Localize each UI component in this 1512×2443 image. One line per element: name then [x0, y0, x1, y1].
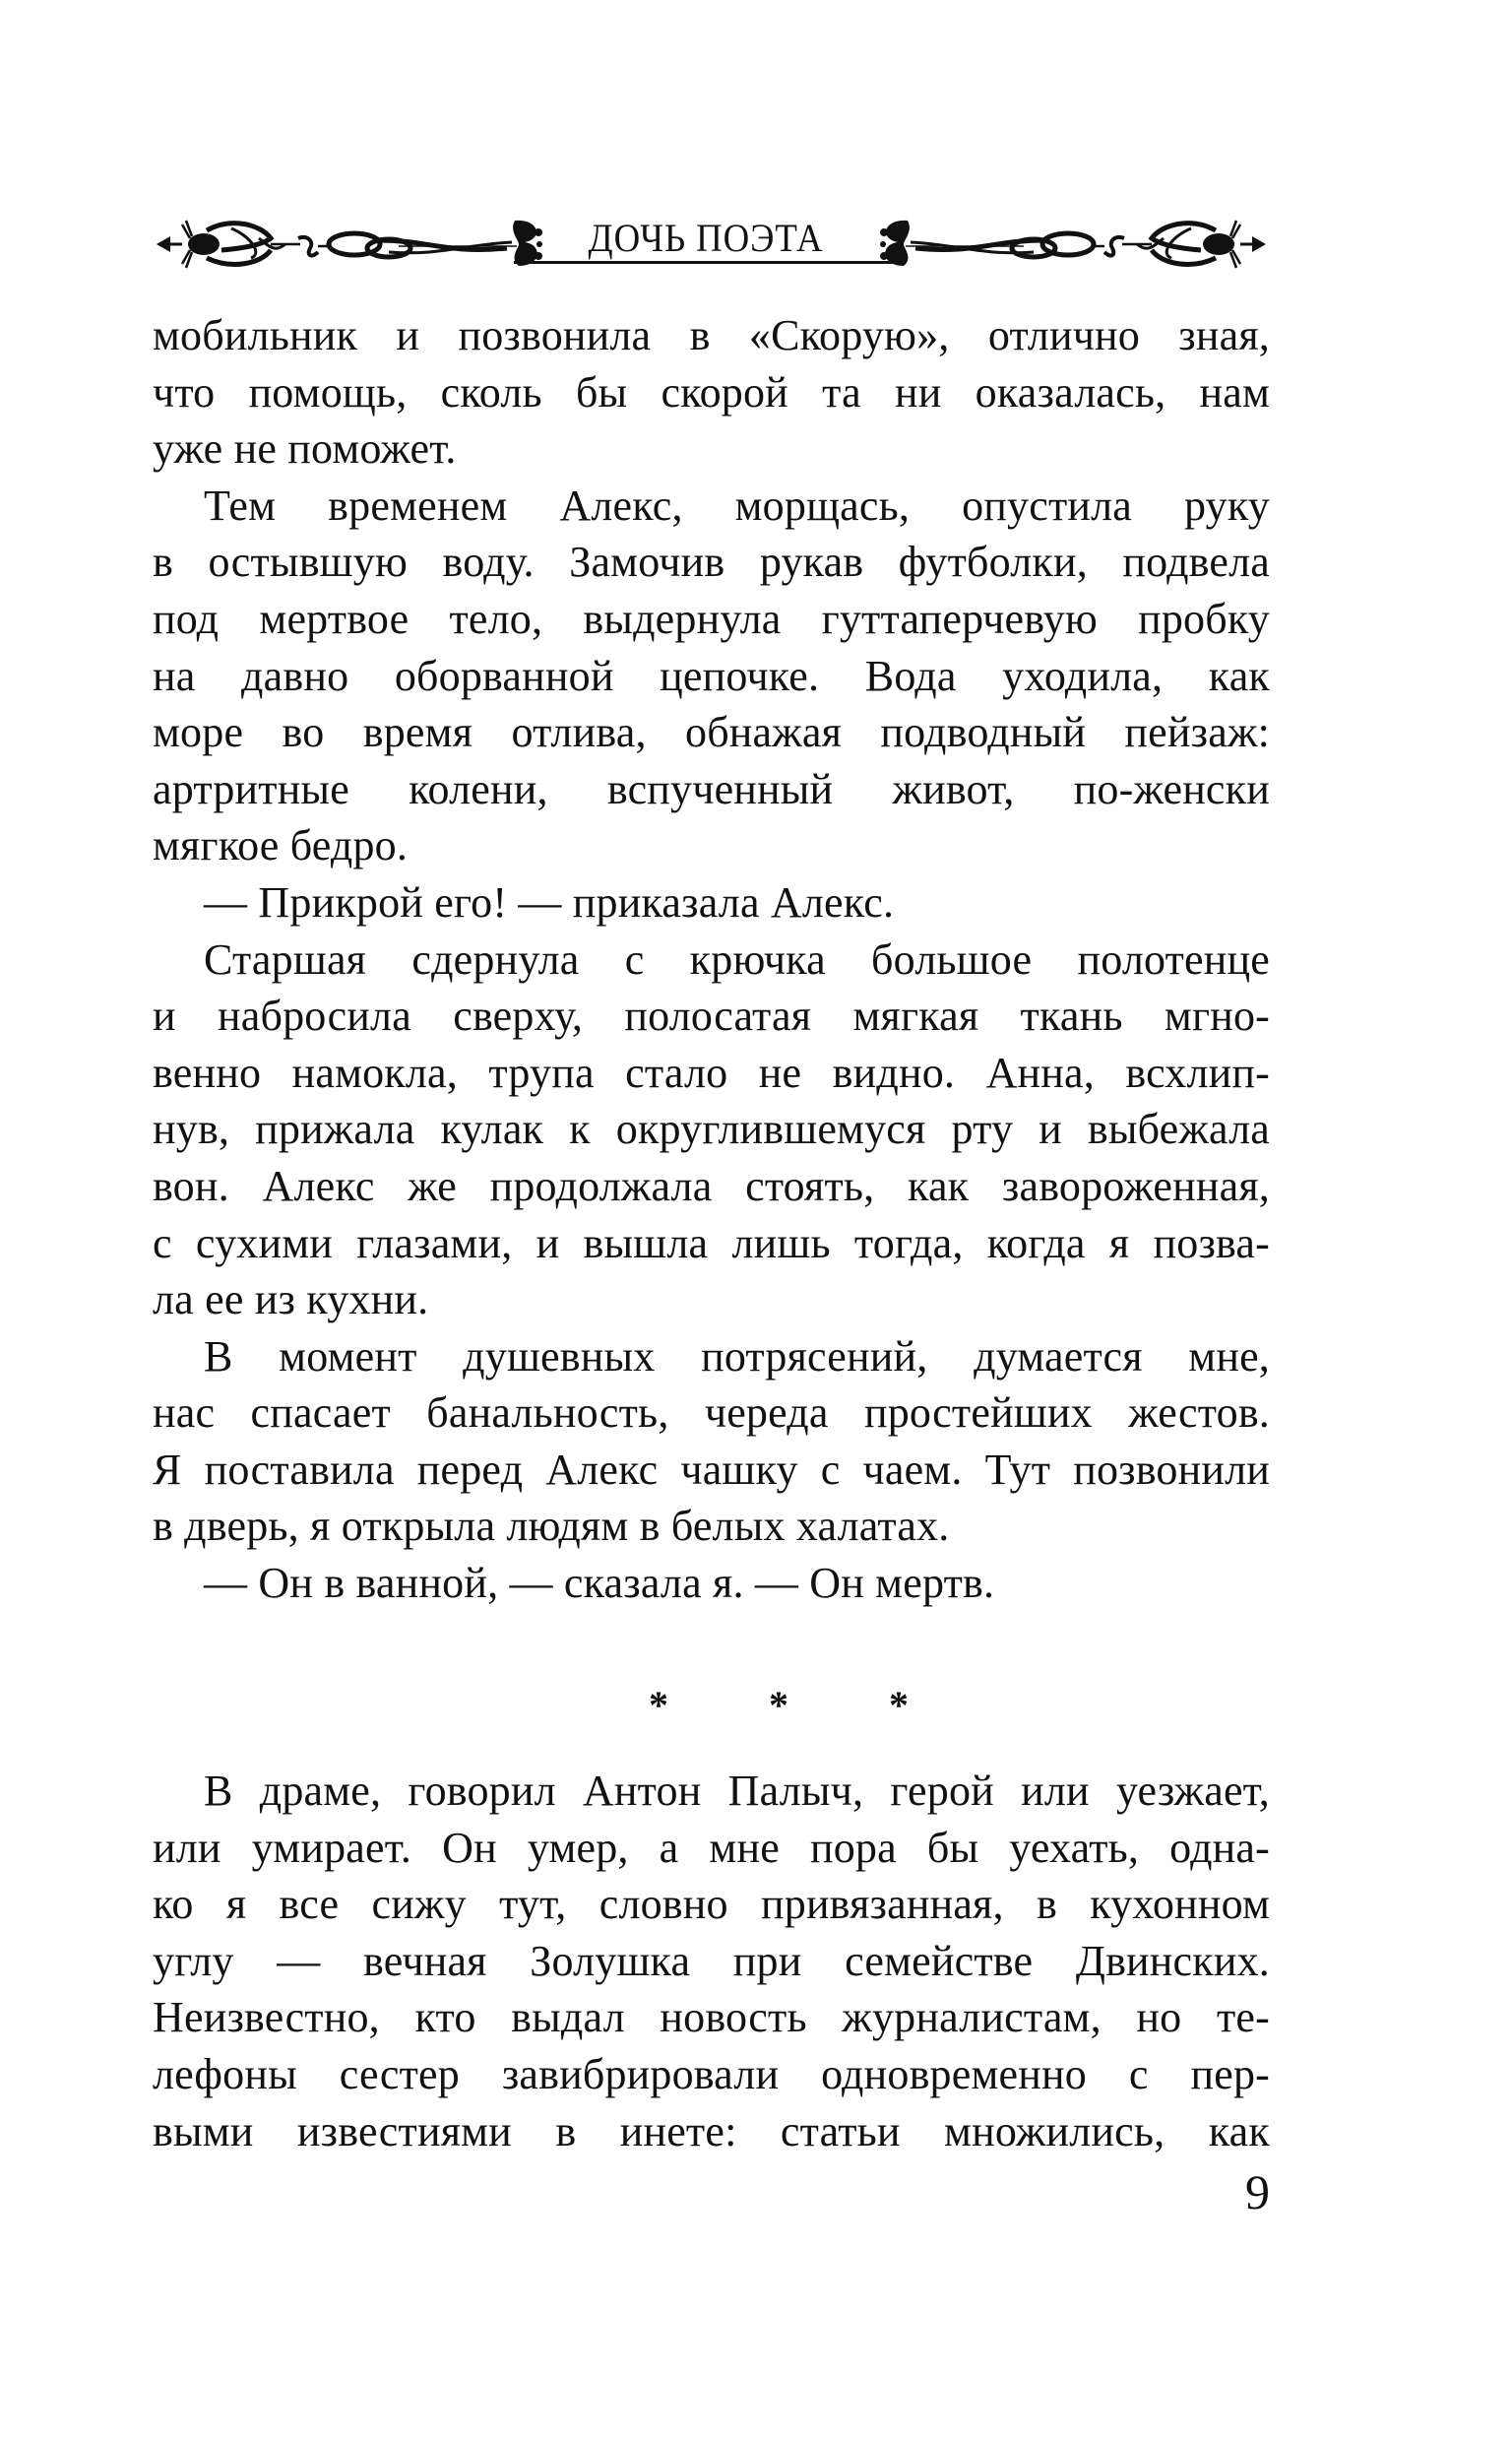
left-ornament-icon	[153, 209, 546, 272]
text-line: венно намокла, трупа стало не видно. Анна, всхлип-	[153, 1048, 1270, 1097]
text-line: что помощь, сколь бы скорой та ни оказалась, нам	[153, 367, 1270, 417]
text-line: артритные колени, вспученный живот, по-женски	[153, 764, 1270, 813]
text-line: вон. Алекс же продолжала стоять, как завороженная,	[153, 1161, 1270, 1210]
text-line: нас спасает банальность, череда простейших жестов.	[153, 1388, 1270, 1438]
text-line: мягкое бедро.	[153, 821, 409, 870]
text-line: лефоны сестер завибрировали одновременно с пер-	[153, 2049, 1270, 2098]
text-line: Тем временем Алекс, морщась, опустила руку	[204, 481, 1270, 530]
text-line: ла ее из кухни.	[153, 1275, 429, 1324]
text-line: нув, прижала кулак к округлившемуся рту и выбежала	[153, 1105, 1270, 1154]
text-line: море во время отлива, обнажая подводный пейзаж:	[153, 708, 1270, 757]
text-block-2	[153, 1763, 1270, 2159]
text-line: ко я все сижу тут, словно привязанная, в кухонном	[153, 1880, 1270, 1929]
text-line: углу — вечная Золушка при семействе Двинских.	[153, 1936, 1270, 1985]
text-line: с сухими глазами, и вышла лишь тогда, когда я позва-	[153, 1218, 1270, 1267]
page-number: 9	[1245, 2164, 1270, 2219]
text-line: — Он в ванной, — сказала я. — Он мертв.	[204, 1559, 995, 1608]
text-line: в остывшую воду. Замочив рукав футболки, подвела	[153, 538, 1270, 587]
text-line: в дверь, я открыла людям в белых халатах.	[153, 1502, 950, 1551]
text-line: Неизвестно, кто выдал новость журналистам, но те-	[153, 1993, 1270, 2042]
text-line: на давно оборванной цепочке. Вода уходила, как	[153, 651, 1270, 700]
running-header	[153, 209, 1270, 272]
text-line: уже не поможет.	[153, 424, 457, 474]
text-line: и набросила сверху, полосатая мягкая ткань мгно-	[153, 992, 1270, 1041]
text-line: выми известиями в инете: статьи множились, как	[153, 2106, 1270, 2155]
running-header-title: ДОЧЬ ПОЭТА	[588, 216, 824, 260]
text-line: мобильник и позвонила в «Скорую», отлично зная,	[153, 311, 1270, 359]
text-line: Я поставила перед Алекс чашку с чаем. Тут позвонили	[153, 1445, 1270, 1494]
text-line: Старшая сдернула с крючка большое полотенце	[204, 934, 1270, 984]
text-line: — Прикрой его! — приказала Алекс.	[204, 877, 895, 927]
section-break-asterisks: * * *	[649, 1683, 954, 1727]
text-line: или умирает. Он умер, а мне пора бы уехать, одна-	[153, 1823, 1270, 1872]
text-line: В драме, говорил Антон Палыч, герой или уезжает,	[204, 1767, 1270, 1815]
text-line: В момент душевных потрясений, думается мне,	[204, 1331, 1270, 1381]
text-block-1	[153, 307, 1270, 1612]
text-line: под мертвое тело, выдернула гуттаперчевую пробку	[153, 594, 1270, 643]
right-ornament-icon	[876, 209, 1270, 272]
header-underline	[514, 261, 898, 264]
